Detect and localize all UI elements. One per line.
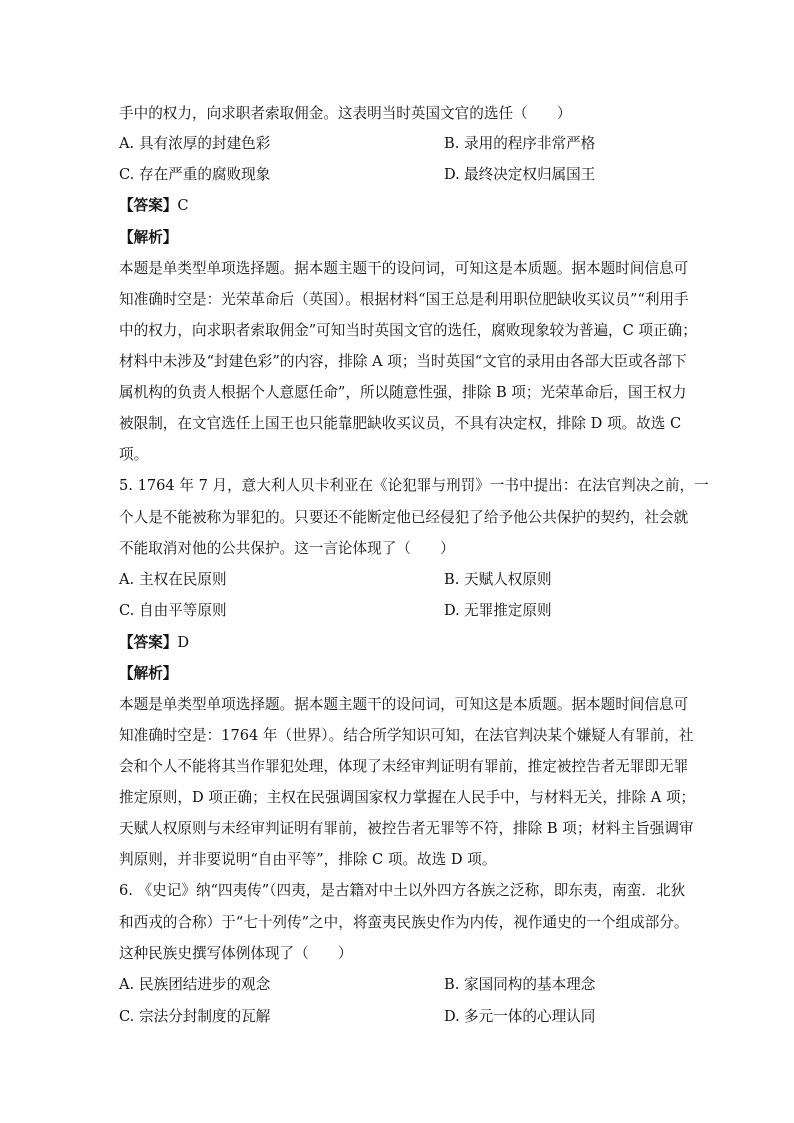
q5-stem-line: 个人是不能被称为罪犯的。只要还不能断定他已经侵犯了给予他公共保护的契约，社会就: [119, 509, 689, 526]
q5-analysis-line: 会和个人不能将其当作罪犯处理，体现了未经审判证明有罪前，推定被控告者无罪即无罪: [119, 758, 689, 775]
q4-analysis-line: 项。: [119, 446, 149, 463]
q4-analysis-line: 知准确时空是：光荣革命后（英国）。根据材料“国王总是利用职位肥缺收买议员”“利用手: [119, 291, 689, 308]
q4-option-c: C. 存在严重的腐败现象: [119, 166, 271, 183]
q4-analysis-line: 中的权力，向求职者索取佣金”可知当时英国文官的选任，腐败现象较为普遍，C 项正确；: [119, 322, 697, 339]
q5-analysis-heading: 【解析】: [119, 665, 178, 682]
q6-stem-line: 6. 《史记》纳“四夷传”（四夷，是古籍对中土以外四方各族之泛称，即东夷，南蛮．北狄: [119, 882, 686, 899]
q5-analysis-line: 知准确时空是：1764 年（世界）。结合所学知识可知，在法官判决某个嫌疑人有罪前，社: [119, 727, 694, 744]
q4-analysis-heading: 【解析】: [119, 229, 178, 246]
q5-stem-line: 不能取消对他的公共保护。这一言论体现了（ ）: [119, 540, 455, 557]
q5-option-b: B. 天赋人权原则: [444, 571, 552, 588]
q5-analysis-line: 判原则，并非要说明“自由平等”，排除 C 项。故选 D 项。: [119, 851, 497, 868]
q5-option-c: C. 自由平等原则: [119, 602, 227, 619]
q4-option-d: D. 最终决定权归属国王: [444, 166, 596, 183]
q5-analysis-line: 天赋人权原则与未经审判证明有罪前，被控告者无罪等不符，排除 B 项；材料主旨强调审: [119, 820, 694, 837]
q5-option-d: D. 无罪推定原则: [444, 602, 552, 619]
q4-option-a: A. 具有浓厚的封建色彩: [119, 135, 271, 152]
q4-analysis-line: 本题是单类型单项选择题。据本题主题干的设问词，可知这是本质题。据本题时间信息可: [119, 260, 689, 277]
q5-option-a: A. 主权在民原则: [119, 571, 227, 588]
q5-analysis-line: 推定原则，D 项正确；主权在民强调国家权力掌握在人民手中，与材料无关，排除 A 项；: [119, 789, 696, 806]
q4-analysis-line: 被限制，在文官选任上国王也只能靠肥缺收买议员，不具有决定权，排除 D 项。故选 C: [119, 415, 682, 432]
q6-option-d: D. 多元一体的心理认同: [444, 1008, 596, 1025]
q4-analysis-line: 属机构的负责人根据个人意愿任命”，所以随意性强，排除 B 项；光荣革命后，国王权力: [119, 384, 687, 401]
q6-option-c: C. 宗法分封制度的瓦解: [119, 1008, 271, 1025]
q4-analysis-line: 材料中未涉及“封建色彩”的内容，排除 A 项；当时英国“文官的录用由各部大臣或各部下: [119, 353, 687, 370]
q4-stem-tail: 手中的权力，向求职者索取佣金。这表明当时英国文官的选任（ ）: [119, 105, 572, 122]
q6-stem-line: 这种民族史撰写体例体现了（ ）: [119, 945, 353, 962]
q6-stem-line: 和西戎的合称）于“七十列传”之中，将蛮夷民族史作为内传，视作通史的一个组成部分。: [119, 914, 689, 931]
q5-stem-line: 5. 1764 年 7 月，意大利人贝卡利亚在《论犯罪与刑罚》一书中提出：在法官判决之前，一: [119, 477, 709, 494]
q6-option-b: B. 家国同构的基本理念: [444, 976, 596, 993]
q4-answer: 【答案】C: [119, 197, 189, 214]
q5-analysis-line: 本题是单类型单项选择题。据本题主题干的设问词，可知这是本质题。据本题时间信息可: [119, 696, 689, 713]
q6-option-a: A. 民族团结进步的观念: [119, 976, 271, 993]
q4-option-b: B. 录用的程序非常严格: [444, 135, 596, 152]
q5-answer: 【答案】D: [119, 634, 190, 651]
